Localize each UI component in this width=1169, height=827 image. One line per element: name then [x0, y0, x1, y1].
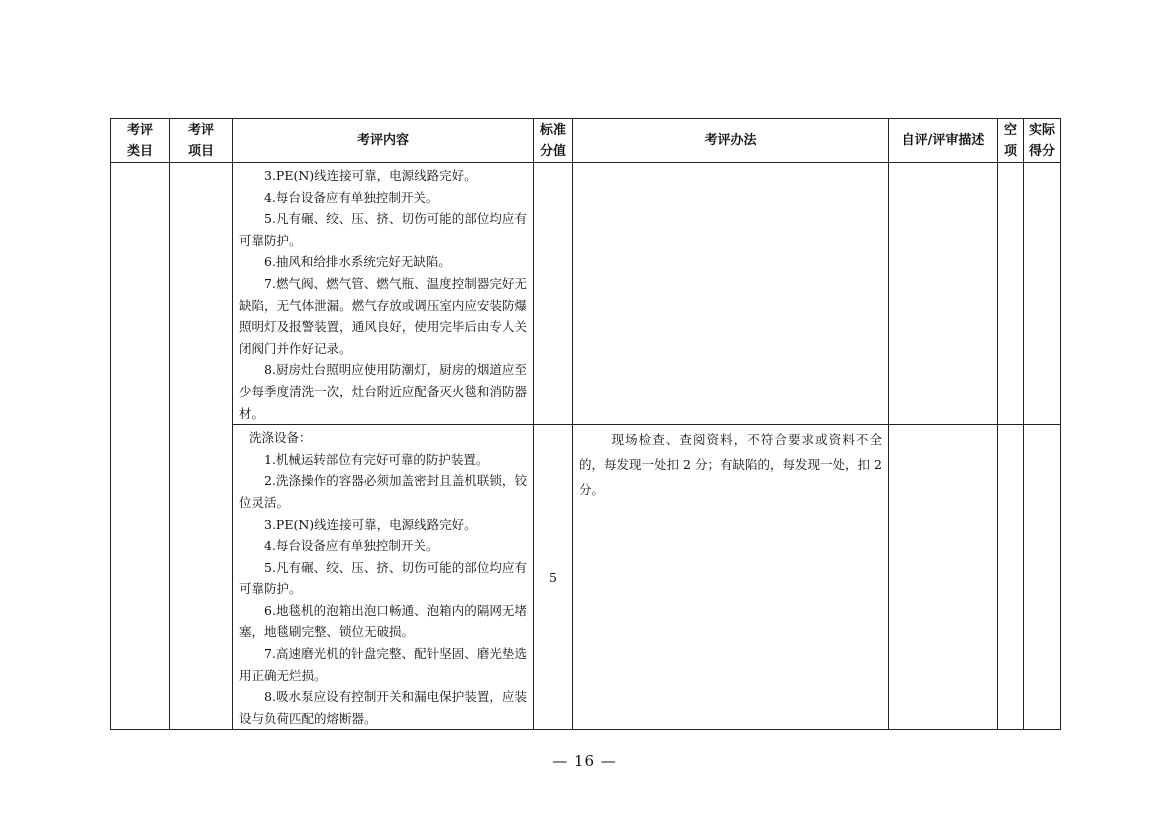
header-score [534, 119, 573, 163]
header-item [170, 119, 233, 163]
content-line: 6.地毯机的泡箱出泡口畅通、泡箱内的隔网无堵塞，地毯刷完整、锁位无破损。 [239, 602, 527, 640]
self-eval-cell [889, 425, 998, 730]
item-cell [170, 163, 233, 730]
header-blank-line2: 项 [1003, 143, 1017, 159]
content-title: 洗涤设备： [249, 430, 312, 446]
page-number: — 16 — [552, 752, 617, 770]
table-row [111, 425, 1061, 730]
header-category-line1: 考评 [126, 122, 153, 138]
header-blank-line1: 空 [1003, 122, 1017, 138]
header-blank [998, 119, 1024, 163]
method-text: 现场检查、查阅资料，不符合要求或资料不全的，每发现一处扣 2 分；有缺陷的，每发现一处，扣 2 分。 [579, 432, 882, 498]
score-cell: 5 [534, 425, 573, 730]
header-item-line1: 考评 [187, 122, 214, 138]
blank-cell [998, 163, 1024, 425]
content-line: 8.厨房灶台照明应使用防潮灯，厨房的烟道应至少每季度清洗一次，灶台附近应配备灭火毯和消防器材。 [239, 362, 527, 421]
score-cell [534, 163, 573, 425]
content-line: 3.PE(N)线连接可靠，电源线路完好。 [264, 168, 477, 183]
content-cell [233, 163, 534, 425]
blank-cell [998, 425, 1024, 730]
header-method: 考评办法 [573, 119, 889, 163]
header-actual [1024, 119, 1061, 163]
content-line: 6.抽风和给排水系统完好无缺陷。 [264, 254, 451, 270]
content-line: 8.吸水泵应设有控制开关和漏电保护装置，应装设与负荷匹配的熔断器。 [239, 689, 527, 726]
header-actual-line2: 得分 [1028, 143, 1055, 159]
actual-score-cell [1024, 425, 1061, 730]
evaluation-table [110, 118, 1061, 730]
content-line: 4.每台设备应有单独控制开关。 [264, 538, 439, 554]
category-cell [111, 163, 170, 730]
table-row [111, 163, 1061, 425]
table-header-row [111, 119, 1061, 163]
self-eval-cell [889, 163, 998, 425]
content-line: 5.凡有碾、绞、压、挤、切伤可能的部位均应有可靠防护。 [239, 211, 527, 248]
content-line: 3.PE(N)线连接可靠，电源线路完好。 [264, 516, 477, 532]
content-cell [233, 425, 534, 730]
header-category-line2: 类目 [126, 143, 153, 159]
header-item-line2: 项目 [187, 143, 214, 159]
method-cell [573, 425, 889, 730]
actual-score-cell [1024, 163, 1061, 425]
content-line: 7.高速磨光机的针盘完整、配针坚固、磨光垫选用正确无烂损。 [239, 646, 527, 683]
header-score-line2: 分值 [539, 143, 566, 159]
header-content: 考评内容 [233, 119, 534, 163]
header-self-eval: 自评/评审描述 [889, 119, 998, 163]
content-line: 1.机械运转部位有完好可靠的防护装置。 [264, 451, 489, 467]
header-category [111, 119, 170, 163]
content-line: 5.凡有碾、绞、压、挤、切伤可能的部位均应有可靠防护。 [239, 559, 527, 597]
header-actual-line1: 实际 [1028, 122, 1055, 138]
content-line: 7.燃气阀、燃气管、燃气瓶、温度控制器完好无缺陷，无气体泄漏。燃气存放或调压室内应安装防爆照明灯及报警装置，通风良好，使用完毕后由专人关闭阀门并作好记录。 [239, 275, 527, 356]
method-cell [573, 163, 889, 425]
header-score-line1: 标准 [539, 122, 566, 138]
content-line: 2.洗涤操作的容器必须加盖密封且盖机联锁，铰位灵活。 [239, 473, 527, 510]
content-line: 4.每台设备应有单独控制开关。 [264, 189, 439, 205]
